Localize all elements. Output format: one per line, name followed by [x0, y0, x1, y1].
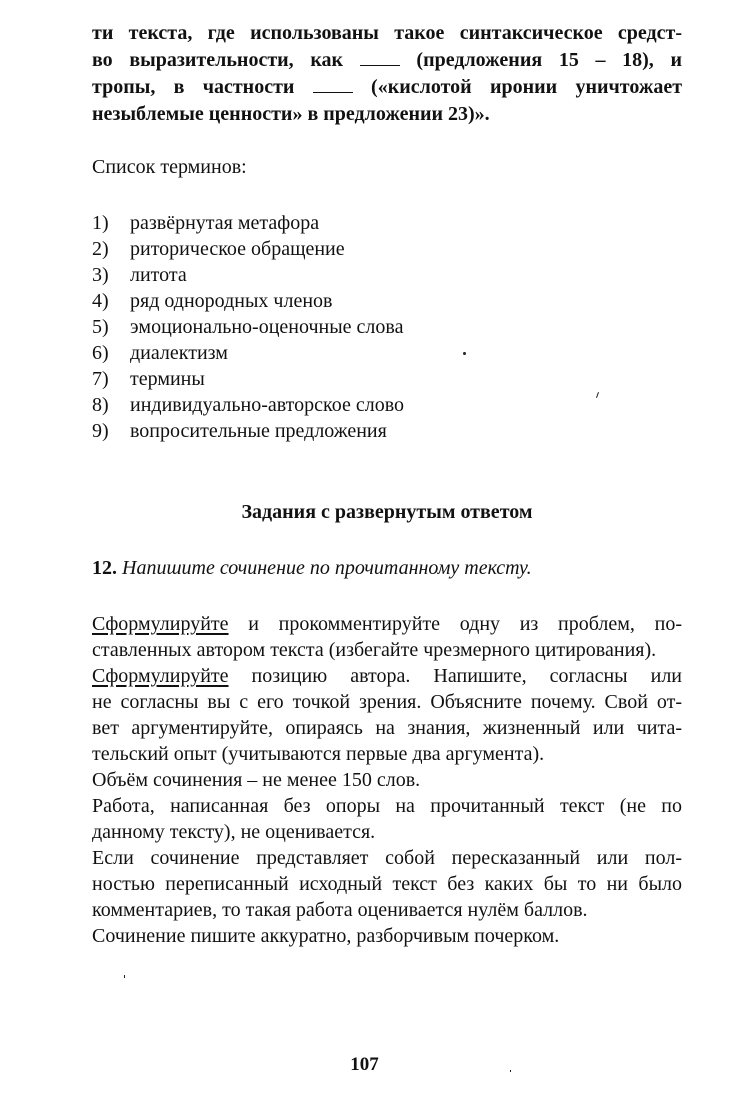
instruction-paragraph-4 [92, 793, 682, 845]
page-content [92, 20, 682, 949]
list-item-text: ряд однородных членов [130, 290, 333, 312]
instruction-paragraph-3 [92, 767, 682, 793]
intro-line-2-start: во выразительности, как [92, 49, 344, 71]
terms-heading: Список терминов: [92, 156, 247, 178]
page-number: 107 [350, 1054, 379, 1075]
list-item-number: 1) [92, 212, 109, 234]
p5-line-3: комментариев, то такая работа оценивается нулём баллов. [92, 899, 588, 921]
p1-line-1-text: и прокомментируйте одну из проблем, по- [248, 613, 682, 635]
list-item [92, 340, 682, 366]
intro-line-4: незыблемые ценности» в предложении 23)». [92, 103, 490, 125]
list-item-number: 7) [92, 368, 109, 390]
intro-line-2 [92, 47, 682, 74]
task-number: 12. [92, 557, 117, 579]
intro-paragraph [92, 20, 682, 128]
section-title: Задания с развернутым ответом [241, 501, 533, 523]
intro-line-1: ти текста, где использованы такое синтаксическое средст- [92, 22, 682, 44]
underlined-verb: Сформулируйте [92, 665, 229, 687]
scan-speck [510, 1070, 511, 1072]
list-item-text: термины [130, 368, 205, 390]
task-12 [92, 555, 682, 581]
p2-line-1-text: позицию автора. Напишите, согласны или [251, 665, 682, 687]
p4-line-1: Работа, написанная без опоры на прочитанный текст (не по [92, 795, 682, 817]
list-item [92, 236, 682, 262]
intro-line-3-start: тропы, в частности [92, 76, 295, 98]
list-item-number: 9) [92, 420, 109, 442]
instruction-paragraph-1 [92, 611, 682, 663]
scan-speck [463, 352, 466, 355]
p4-line-2: данному тексту), не оценивается. [92, 821, 376, 843]
p2-line-4: тельский опыт (учитываются первые два аргумента). [92, 743, 545, 765]
list-item-text: диалектизм [130, 342, 228, 364]
list-item-text: вопросительные предложения [130, 420, 387, 442]
list-item-number: 3) [92, 264, 109, 286]
list-item-text: индивидуально-авторское слово [130, 394, 405, 416]
task-instructions [92, 611, 682, 949]
list-item-text: риторическое обращение [130, 238, 345, 260]
p6-line-1: Сочинение пишите аккуратно, разборчивым почерком. [92, 925, 560, 947]
list-item-text: развёрнутая метафора [130, 212, 320, 234]
list-item-number: 2) [92, 238, 109, 260]
terms-list [92, 210, 682, 444]
p2-line-3: вет аргументируйте, опираясь на знания, жизненный или чита- [92, 717, 682, 739]
blank-field-1 [360, 51, 400, 66]
list-item [92, 418, 682, 444]
instruction-paragraph-6 [92, 923, 682, 949]
list-item [92, 262, 682, 288]
p2-line-2: не согласны вы с его точкой зрения. Объясните почему. Свой от- [92, 691, 682, 713]
instruction-paragraph-2 [92, 663, 682, 767]
blank-field-2 [313, 78, 353, 93]
list-item [92, 392, 682, 418]
list-item-number: 6) [92, 342, 109, 364]
list-item-text: эмоционально-оценочные слова [130, 316, 404, 338]
list-item [92, 366, 682, 392]
p5-line-1: Если сочинение представляет собой пересказанный или пол- [92, 847, 682, 869]
p1-line-1 [92, 611, 682, 637]
list-item-text: литота [130, 264, 187, 286]
task-prompt: Напишите сочинение по прочитанному тексту. [122, 557, 532, 579]
list-item-number: 8) [92, 394, 109, 416]
scan-speck [124, 975, 125, 978]
intro-line-3 [92, 74, 682, 101]
p2-line-1 [92, 663, 682, 689]
p1-line-2: ставленных автором текста (избегайте чрезмерного цитирования). [92, 639, 657, 661]
instruction-paragraph-5 [92, 845, 682, 923]
list-item [92, 288, 682, 314]
underlined-verb: Сформулируйте [92, 613, 229, 635]
intro-line-3-end: («кислотой иронии уничтожает [371, 76, 683, 98]
list-item [92, 314, 682, 340]
list-item [92, 210, 682, 236]
list-item-number: 4) [92, 290, 109, 312]
intro-line-2-end: (предложения 15 – 18), и [416, 49, 682, 71]
p5-line-2: ностью переписанный исходный текст без каких бы то ни было [92, 873, 682, 895]
list-item-number: 5) [92, 316, 109, 338]
p3-line-1: Объём сочинения – не менее 150 слов. [92, 769, 421, 791]
